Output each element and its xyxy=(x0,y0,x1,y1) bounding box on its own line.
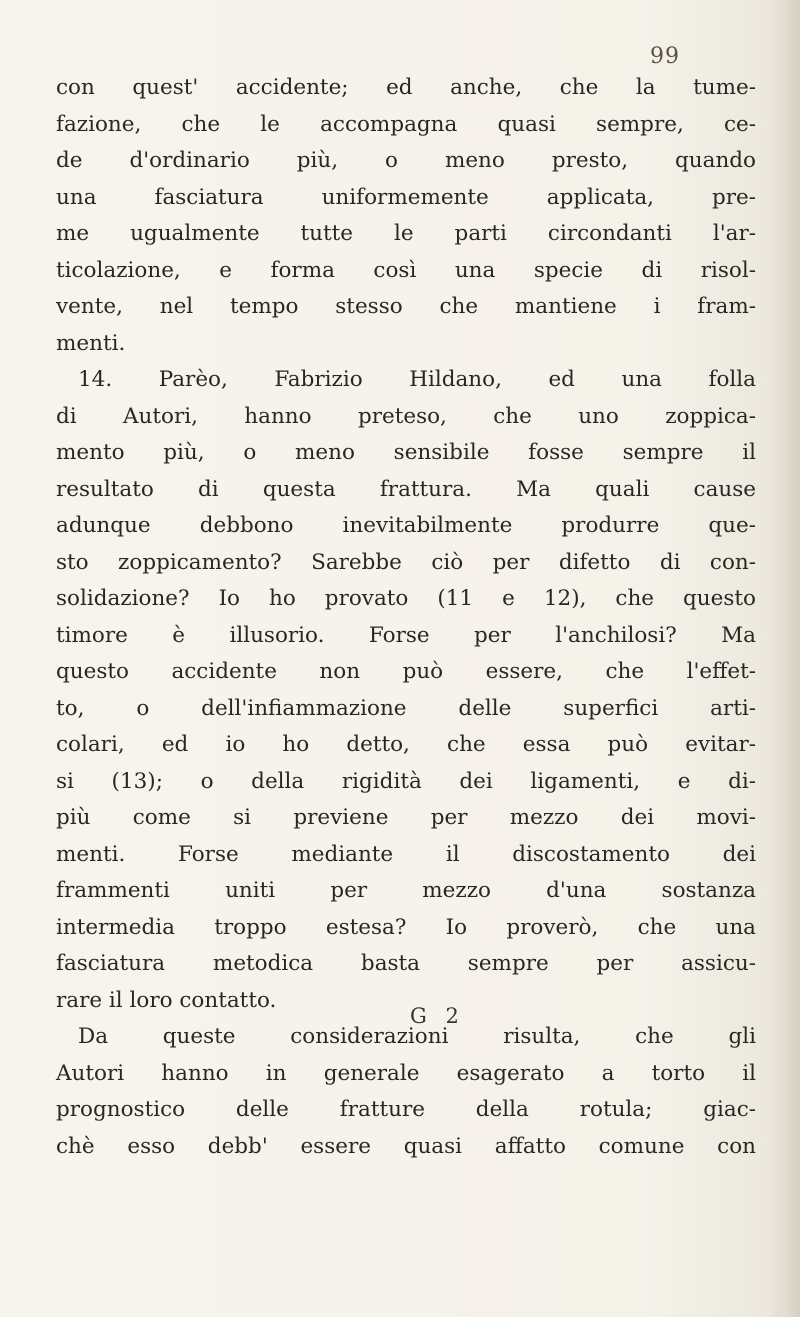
text-line: solidazione? Io ho provato (11 e 12), che questo xyxy=(56,586,756,611)
text-line: me ugualmente tutte le parti circondanti l'ar- xyxy=(56,221,756,246)
page-number: 99 xyxy=(650,44,680,69)
text-line: fasciatura metodica basta sempre per assicu- xyxy=(56,951,756,976)
text-line: fazione, che le accompagna quasi sempre, ce- xyxy=(56,111,756,137)
text-line: una fasciatura uniformemente applicata, pre- xyxy=(56,184,756,210)
text-line: frammenti uniti per mezzo d'una sostanza xyxy=(56,878,756,903)
text-line: prognostico delle fratture della rotula; giac- xyxy=(56,1097,756,1122)
text-line: con quest' accidente; ed anche, che la tume- xyxy=(56,75,756,100)
signature-mark: G 2 xyxy=(410,1004,465,1028)
text-line: mento più, o meno sensibile fosse sempre il xyxy=(56,440,756,465)
paragraph-start: Da queste considerazioni risulta, che gli xyxy=(78,1024,756,1049)
text-line: sto zoppicamento? Sarebbe ciò per difetto di con- xyxy=(56,549,756,575)
text-line: vente, nel tempo stesso che mantiene i fram- xyxy=(56,294,756,319)
text-line: colari, ed io ho detto, che essa può evitar- xyxy=(56,732,756,757)
text-line: Autori hanno in generale esagerato a torto il xyxy=(56,1060,756,1086)
text-line: timore è illusorio. Forse per l'anchilosi? Ma xyxy=(56,622,756,648)
text-line: di Autori, hanno preteso, che uno zoppica- xyxy=(56,403,756,429)
text-line: si (13); o della rigidità dei ligamenti, e di- xyxy=(56,768,756,794)
text-line: intermedia troppo estesa? Io proverò, che una xyxy=(56,914,756,940)
text-line: ticolazione, e forma così una specie di risol- xyxy=(56,257,756,283)
text-line: menti. Forse mediante il discostamento dei xyxy=(56,841,756,867)
text-line: rare il loro contatto. xyxy=(56,987,277,1013)
body-text xyxy=(56,70,756,1165)
text-line: più come si previene per mezzo dei movi- xyxy=(56,805,756,830)
text-line: questo accidente non può essere, che l'effet- xyxy=(56,659,756,684)
text-line: chè esso debb' essere quasi affatto comune con xyxy=(56,1133,756,1159)
text-line: menti. xyxy=(56,330,126,356)
page-edge-shadow xyxy=(772,0,800,1317)
paragraph-start: 14. Parèo, Fabrizio Hildano, ed una folla xyxy=(78,367,756,392)
text-line: to, o dell'infiammazione delle superfici arti- xyxy=(56,695,756,721)
text-line: de d'ordinario più, o meno presto, quando xyxy=(56,148,756,173)
text-line: adunque debbono inevitabilmente produrre que- xyxy=(56,513,756,538)
text-line: resultato di questa frattura. Ma quali cause xyxy=(56,476,756,502)
